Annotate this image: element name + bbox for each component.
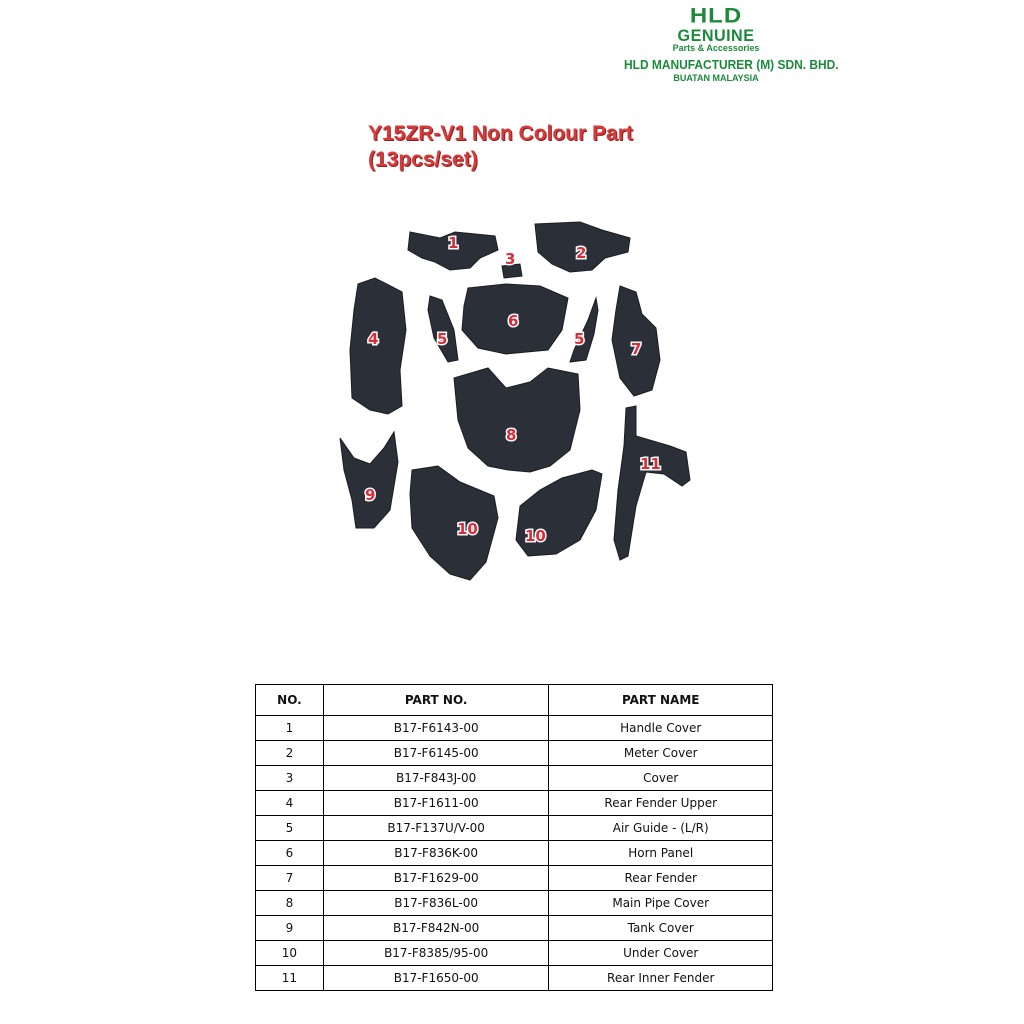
label-9: 9	[365, 486, 376, 504]
label-4: 4	[368, 330, 379, 348]
cell-part-name: Handle Cover	[549, 716, 773, 741]
hld-logo: HLD	[689, 3, 743, 28]
cell-part-name: Tank Cover	[549, 916, 773, 941]
table-row	[256, 716, 773, 741]
label-3: 3	[505, 250, 516, 268]
table-row	[256, 866, 773, 891]
cell-no: 4	[256, 791, 324, 816]
cell-no: 11	[256, 966, 324, 991]
table-header-row	[256, 685, 773, 716]
table-row	[256, 741, 773, 766]
part-8-main-pipe-cover	[454, 368, 580, 472]
parts-table-body	[256, 716, 773, 991]
cell-part-name: Rear Fender	[549, 866, 773, 891]
tagline: Parts & Accessories	[672, 43, 760, 53]
cell-no: 7	[256, 866, 324, 891]
cell-part-no: B17-F842N-00	[323, 916, 549, 941]
label-11: 11	[640, 455, 661, 473]
cell-part-name: Main Pipe Cover	[549, 891, 773, 916]
table-row	[256, 941, 773, 966]
cell-no: 6	[256, 841, 324, 866]
manufacturer-name: HLD MANUFACTURER (M) SDN. BHD.	[624, 57, 839, 72]
cell-part-no: B17-F1650-00	[323, 966, 549, 991]
cell-no: 8	[256, 891, 324, 916]
cell-part-name: Horn Panel	[549, 841, 773, 866]
title-line-2: (13pcs/set)	[368, 148, 478, 171]
cell-no: 1	[256, 716, 324, 741]
table-row	[256, 966, 773, 991]
parts-illustration	[330, 210, 710, 590]
header-no: NO.	[256, 685, 324, 716]
cell-part-name: Under Cover	[549, 941, 773, 966]
label-2: 2	[576, 244, 587, 262]
cell-part-name: Air Guide - (L/R)	[549, 816, 773, 841]
header-part-name: PART NAME	[549, 685, 773, 716]
part-11-rear-inner-fender	[614, 406, 690, 560]
cell-no: 2	[256, 741, 324, 766]
cell-part-no: B17-F6145-00	[323, 741, 549, 766]
table-row	[256, 841, 773, 866]
parts-table	[255, 684, 773, 991]
cell-part-no: B17-F1611-00	[323, 791, 549, 816]
cell-part-name: Rear Inner Fender	[549, 966, 773, 991]
label-8: 8	[506, 426, 517, 444]
brand-logo-block	[616, 3, 839, 83]
label-10-left: 10	[457, 520, 478, 538]
label-5-left: 5	[437, 330, 448, 348]
cell-part-name: Cover	[549, 766, 773, 791]
label-7: 7	[631, 340, 642, 358]
cell-part-name: Rear Fender Upper	[549, 791, 773, 816]
part-9-tank-cover	[340, 432, 398, 528]
cell-part-name: Meter Cover	[549, 741, 773, 766]
title-line-1: Y15ZR-V1 Non Colour Part	[368, 122, 633, 145]
cell-part-no: B17-F8385/95-00	[323, 941, 549, 966]
genuine-label: GENUINE	[677, 26, 755, 45]
cell-part-no: B17-F836K-00	[323, 841, 549, 866]
label-10-right: 10	[525, 527, 546, 545]
label-5-right: 5	[574, 330, 585, 348]
document-title	[368, 121, 633, 173]
cell-part-no: B17-F1629-00	[323, 866, 549, 891]
table-row	[256, 816, 773, 841]
cell-no: 10	[256, 941, 324, 966]
cell-no: 9	[256, 916, 324, 941]
cell-part-no: B17-F6143-00	[323, 716, 549, 741]
label-1: 1	[448, 234, 459, 252]
part-5-air-guide-left	[428, 296, 458, 362]
table-row	[256, 766, 773, 791]
cell-part-no: B17-F137U/V-00	[323, 816, 549, 841]
part-10-under-cover-left	[410, 466, 498, 580]
cell-part-no: B17-F836L-00	[323, 891, 549, 916]
cell-part-no: B17-F843J-00	[323, 766, 549, 791]
table-row	[256, 916, 773, 941]
label-6: 6	[508, 312, 519, 330]
origin-label: BUATAN MALAYSIA	[673, 73, 759, 83]
header-part-no: PART NO.	[323, 685, 549, 716]
cell-no: 5	[256, 816, 324, 841]
parts-photo	[330, 210, 710, 590]
table-row	[256, 791, 773, 816]
table-row	[256, 891, 773, 916]
cell-no: 3	[256, 766, 324, 791]
